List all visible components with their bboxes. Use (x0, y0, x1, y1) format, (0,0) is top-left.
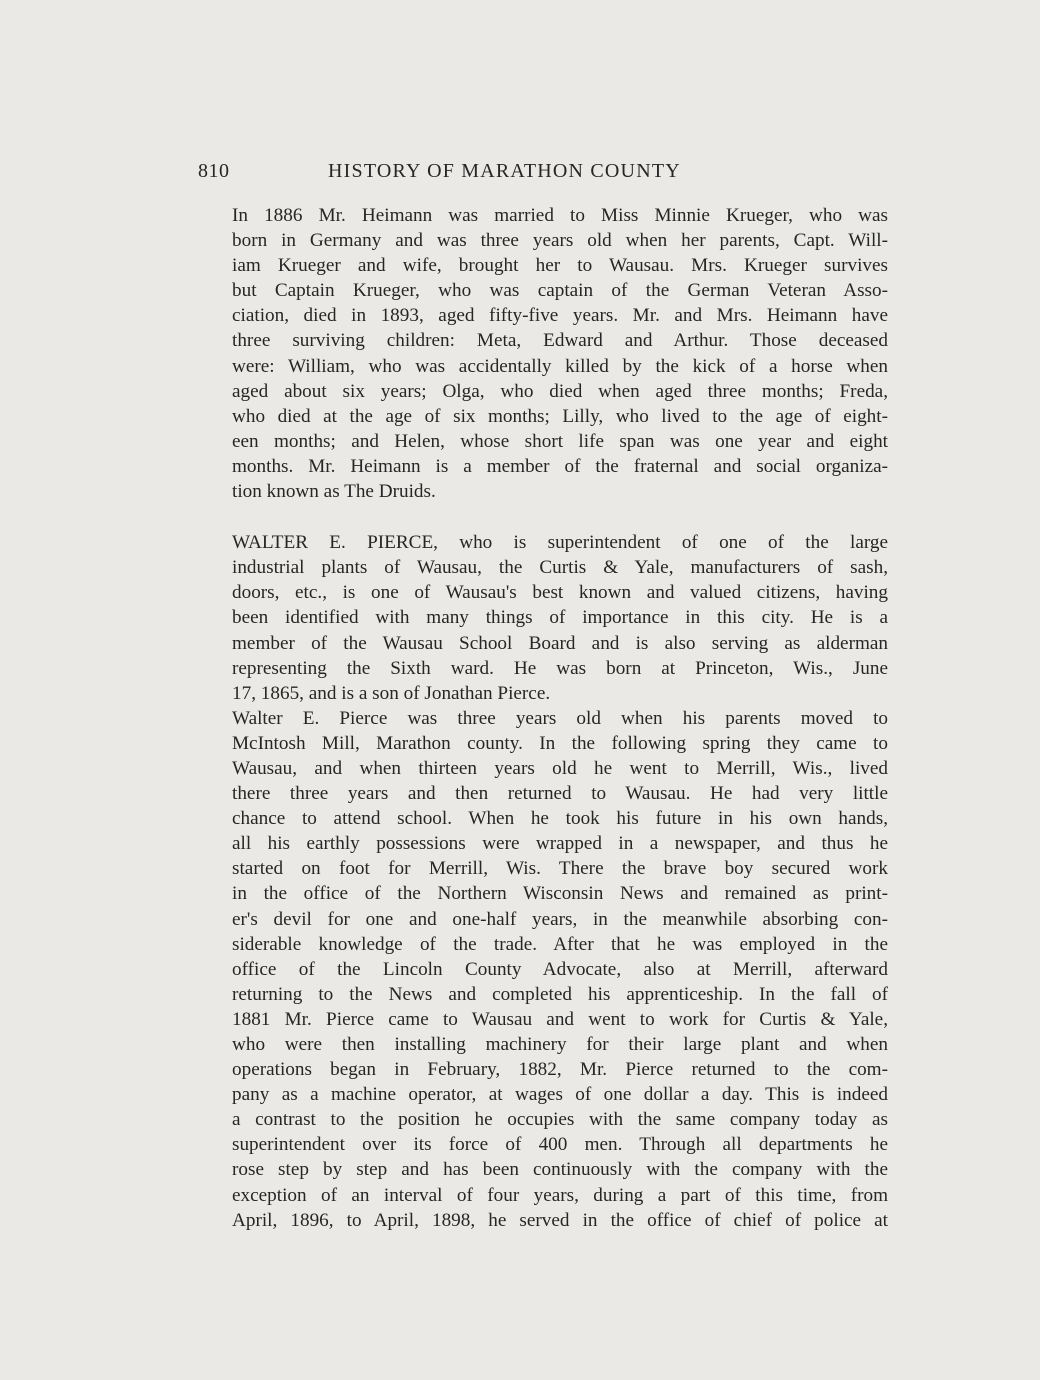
text-line: returning to the News and completed his apprenticeship. In the fall of (232, 983, 888, 1005)
text-line: iam Krueger and wife, brought her to Wausau. Mrs. Krueger survives (232, 255, 888, 277)
text-line: but Captain Krueger, who was captain of the German Veteran Asso- (232, 280, 888, 302)
text-line: office of the Lincoln County Advocate, also at Merrill, afterward (232, 958, 888, 980)
running-title: HISTORY OF MARATHON COUNTY (328, 160, 681, 182)
text-line: aged about six years; Olga, who died when aged three months; Freda, (232, 380, 888, 402)
text-line: McIntosh Mill, Marathon county. In the following spring they came to (232, 732, 888, 754)
text-line: all his earthly possessions were wrapped in a newspaper, and thus he (232, 833, 888, 855)
text-line: been identified with many things of importance in this city. He is a (232, 607, 888, 629)
text-line: WALTER E. PIERCE, who is superintendent of one of the large (232, 532, 888, 554)
paragraph-heimann-marriage (200, 203, 888, 504)
text-line: 17, 1865, and is a son of Jonathan Pierce. (232, 682, 551, 704)
text-line: tion known as The Druids. (232, 481, 436, 503)
page-number: 810 (198, 160, 230, 182)
text-line: born in Germany and was three years old when her parents, Capt. Will- (232, 230, 888, 252)
text-line: Walter E. Pierce was three years old when his parents moved to (232, 707, 888, 729)
text-line: exception of an interval of four years, during a part of this time, from (232, 1184, 888, 1206)
page-header (198, 160, 888, 190)
text-line: a contrast to the position he occupies with the same company today as (232, 1109, 888, 1131)
section-gap (200, 504, 888, 530)
text-line: were: William, who was accidentally killed by the kick of a horse when (232, 355, 888, 377)
paragraph-pierce-career (200, 706, 888, 1233)
page-body (200, 203, 888, 1233)
text-line: three surviving children: Meta, Edward and Arthur. Those deceased (232, 330, 888, 352)
text-line: who were then installing machinery for their large plant and when (232, 1034, 888, 1055)
text-line: pany as a machine operator, at wages of one dollar a day. This is indeed (232, 1084, 888, 1106)
text-line: ciation, died in 1893, aged fifty-five years. Mr. and Mrs. Heimann have (232, 305, 888, 327)
text-line: In 1886 Mr. Heimann was married to Miss Minnie Krueger, who was (232, 205, 888, 226)
text-line: er's devil for one and one-half years, in the meanwhile absorbing con- (232, 908, 888, 930)
text-line: months. Mr. Heimann is a member of the fraternal and social organiza- (232, 455, 888, 477)
text-line: April, 1896, to April, 1898, he served in the office of chief of police at (232, 1209, 888, 1231)
text-line: een months; and Helen, whose short life span was one year and eight (232, 430, 888, 452)
text-line: chance to attend school. When he took his future in his own hands, (232, 808, 888, 830)
text-line: member of the Wausau School Board and is also serving as alderman (232, 632, 888, 654)
text-line: superintendent over its force of 400 men. Through all departments he (232, 1134, 888, 1156)
text-line: there three years and then returned to Wausau. He had very little (232, 783, 888, 805)
text-line: doors, etc., is one of Wausau's best known and valued citizens, having (232, 582, 888, 604)
text-line: operations began in February, 1882, Mr. Pierce returned to the com- (232, 1059, 888, 1081)
text-line: started on foot for Merrill, Wis. There the brave boy secured work (232, 858, 888, 880)
text-line: who died at the age of six months; Lilly, who lived to the age of eight- (232, 405, 888, 427)
text-line: in the office of the Northern Wisconsin News and remained as print- (232, 883, 888, 905)
text-line: representing the Sixth ward. He was born at Princeton, Wis., June (232, 657, 888, 679)
text-line: rose step by step and has been continuously with the company with the (232, 1159, 888, 1181)
text-line: industrial plants of Wausau, the Curtis & Yale, manufacturers of sash, (232, 557, 888, 579)
text-line: Wausau, and when thirteen years old he went to Merrill, Wis., lived (232, 757, 888, 779)
paragraph-pierce-intro (200, 530, 888, 706)
text-line: siderable knowledge of the trade. After that he was employed in the (232, 933, 888, 955)
text-line: 1881 Mr. Pierce came to Wausau and went to work for Curtis & Yale, (232, 1008, 888, 1030)
